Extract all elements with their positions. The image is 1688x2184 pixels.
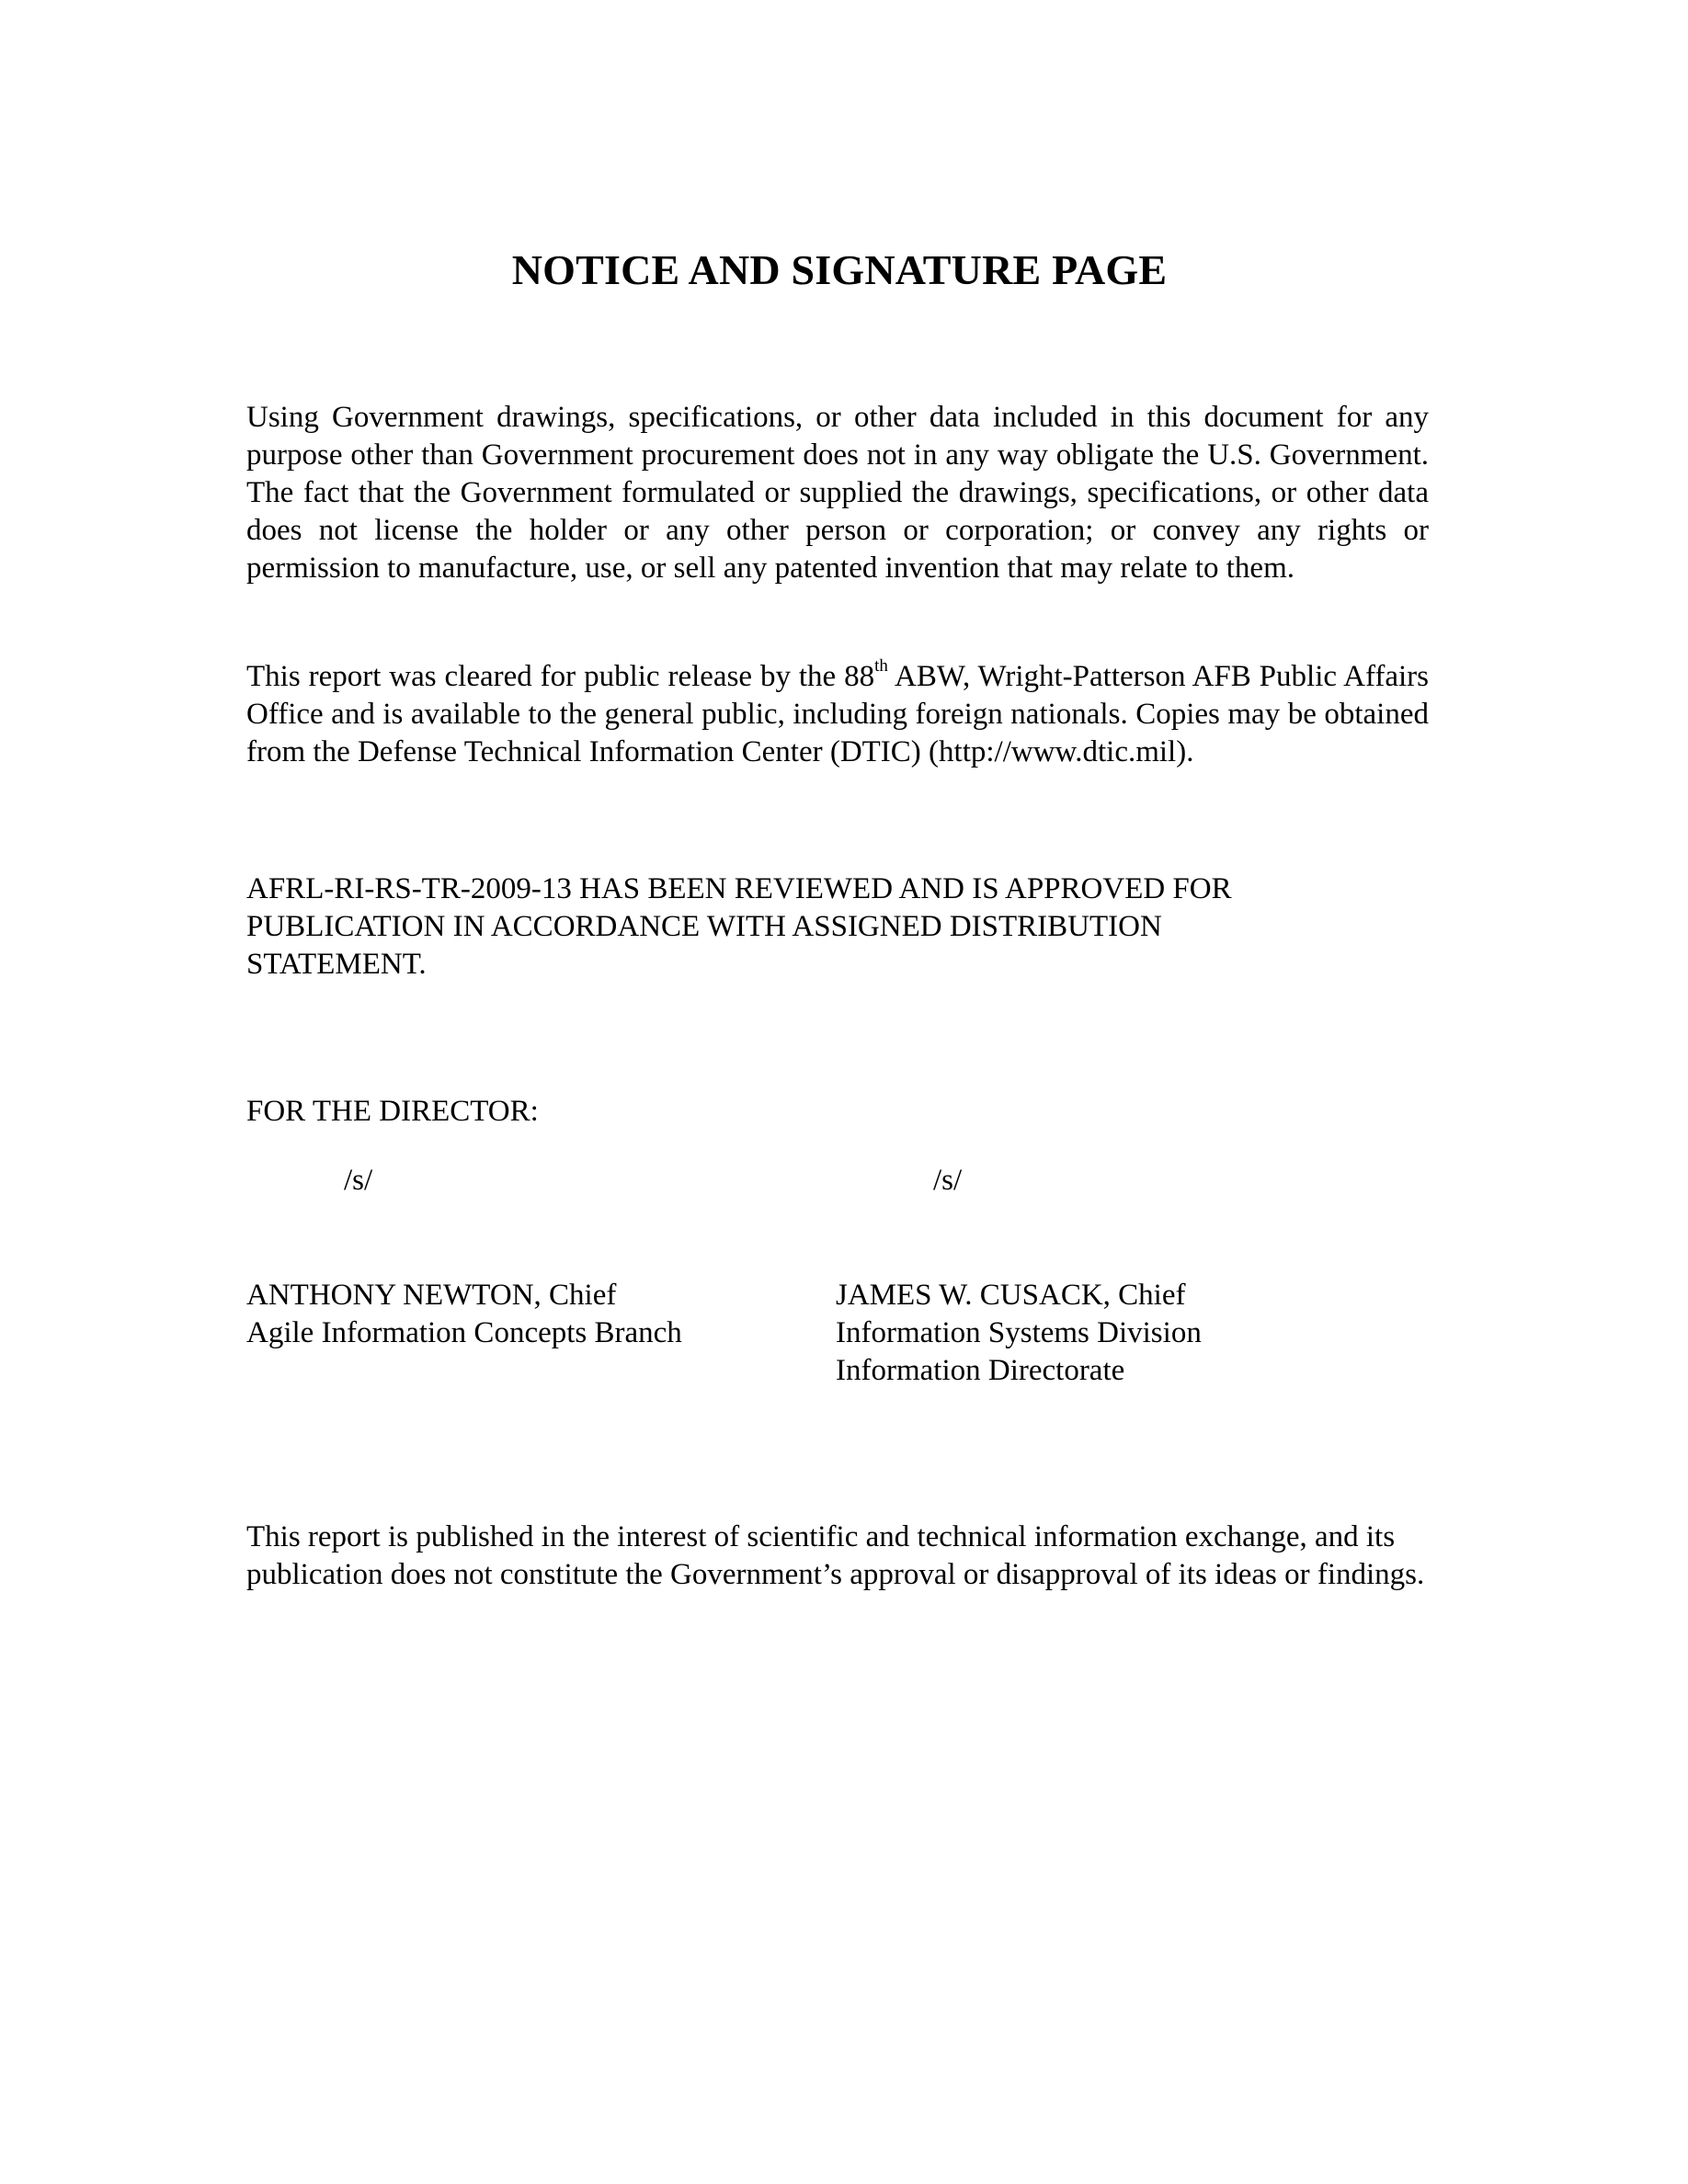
- release-text-start: This report was cleared for public release by the 88: [246, 660, 875, 693]
- approval-statement: [246, 870, 1442, 984]
- approval-line-3: STATEMENT.: [246, 948, 427, 981]
- right-signer-org-division: Information Systems Division: [836, 1316, 1202, 1349]
- release-text-end: ABW, Wright-Patterson AFB Public Affairs Office and is available to the general public, including foreign nationals. Copies may be obtained from the Defense Technical Information Center (DTIC) (http://www.dtic.mil).: [246, 660, 1429, 768]
- left-signer-org: Agile Information Concepts Branch: [246, 1316, 682, 1349]
- approval-line-2: PUBLICATION IN ACCORDANCE WITH ASSIGNED DISTRIBUTION: [246, 910, 1162, 943]
- approval-line-1: AFRL-RI-RS-TR-2009-13 HAS BEEN REVIEWED AND IS APPROVED FOR: [246, 872, 1232, 905]
- publication-disclaimer: [246, 1519, 1552, 1594]
- notice-paragraph-usage: Using Government drawings, specifications, or other data included in this document for any purpose other than Government procurement does not in any way obligate the U.S. Government. The fact that the Government formulated or supplied the drawings, specifications, or other data does not license the holder or any other person or corporation; or convey any rights or permission to manufacture, use, or sell any patented invention that may relate to them.: [246, 401, 1429, 585]
- left-signer-name-title: ANTHONY NEWTON, Chief: [246, 1279, 617, 1312]
- for-the-director-label: FOR THE DIRECTOR:: [246, 1095, 539, 1128]
- right-signature-block: [836, 1277, 1202, 1390]
- page-title: NOTICE AND SIGNATURE PAGE: [511, 246, 1168, 293]
- disclaimer-line-2: publication does not constitute the Government’s approval or disapproval of its ideas or findings.: [246, 1558, 1425, 1591]
- disclaimer-line-1: This report is published in the interest of scientific and technical information exchange, and its: [246, 1520, 1396, 1553]
- right-signature-mark: /s/: [933, 1164, 963, 1197]
- left-signature-block: [246, 1277, 682, 1352]
- notice-paragraph-release: [246, 658, 1429, 771]
- right-signer-org-directorate: Information Directorate: [836, 1354, 1125, 1387]
- right-signer-name-title: JAMES W. CUSACK, Chief: [836, 1279, 1186, 1312]
- left-signature-mark: /s/: [344, 1164, 373, 1197]
- ordinal-superscript: th: [874, 656, 888, 676]
